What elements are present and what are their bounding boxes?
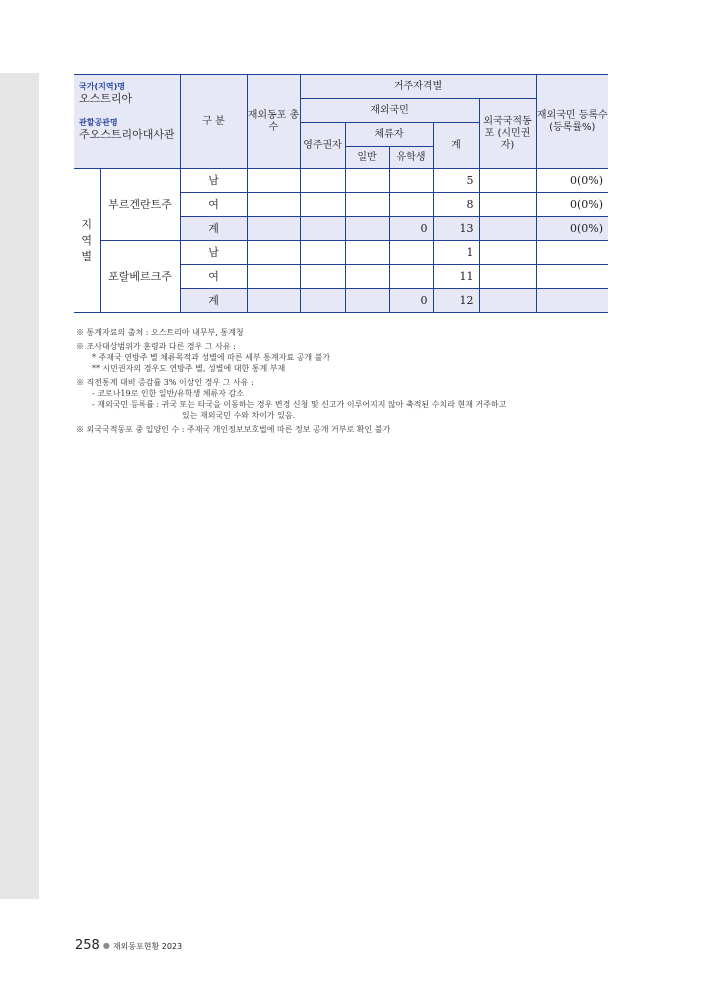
office-label: 관할공관명 (79, 118, 118, 127)
category-header: 구 분 (180, 75, 247, 169)
permanent-cell (300, 241, 345, 265)
office-name: 주오스트리아대사관 (79, 128, 175, 141)
registered-cell: 0(0%) (536, 169, 608, 193)
foreign-cell (479, 289, 536, 313)
permanent-cell (300, 193, 345, 217)
note-scope-item: ** 시민권자의 경우도 연방주 별, 성별에 대한 통계 부재 (92, 364, 286, 373)
general-cell (345, 169, 389, 193)
general-cell (345, 217, 389, 241)
total-cell (247, 241, 300, 265)
general-cell (345, 265, 389, 289)
note-scope-item: * 주재국 연방주 별 체류목적과 성별에 따른 세부 통계자료 공개 불가 (92, 353, 331, 362)
subtotal-cell: 13 (433, 217, 479, 241)
total-cell (247, 265, 300, 289)
permanent-cell (300, 217, 345, 241)
subtotal-cell: 12 (433, 289, 479, 313)
permanent-cell (300, 169, 345, 193)
registered-cell: 0(0%) (536, 193, 608, 217)
page-footer (75, 938, 182, 953)
page-number: 258 (75, 938, 100, 953)
row-label: 남 (180, 169, 247, 193)
region-name: 부르겐란트주 (100, 169, 180, 241)
foreign-cell (479, 241, 536, 265)
student-cell (389, 193, 433, 217)
sojourner-header: 체류자 (345, 123, 433, 147)
total-header: 재외동포 총수 (247, 75, 300, 169)
permanent-cell (300, 289, 345, 313)
student-header: 유학생 (389, 147, 433, 169)
general-cell (345, 193, 389, 217)
note-change: ※ 직전통계 대비 증감률 3% 이상인 경우 그 사유 : (76, 378, 254, 387)
note-change-item: - 재외국민 등록률 : 귀국 또는 타국을 이동하는 경우 변경 신청 및 신고가 이루어지지 않아 축적된 수치라 현재 거주하고 (92, 400, 507, 409)
bullet-icon: ● (102, 941, 110, 950)
total-cell (247, 289, 300, 313)
total-cell (247, 169, 300, 193)
note-scope: ※ 조사대상범위가 훈령과 다른 경우 그 사유 : (76, 342, 236, 351)
student-cell (389, 169, 433, 193)
total-cell (247, 193, 300, 217)
table-corner-cell (74, 75, 180, 169)
subtotal-header: 계 (433, 123, 479, 169)
total-cell (247, 217, 300, 241)
foreign-header: 외국국적동포 (시민권자) (479, 99, 536, 169)
region-axis-label: 지 역 별 (74, 169, 100, 313)
student-cell: 0 (389, 217, 433, 241)
registered-header: 재외국민 등록수 (등록률%) (536, 75, 608, 169)
publication-title: 재외동포현황 2023 (112, 942, 183, 951)
note-adoptees: ※ 외국국적동포 중 입양인 수 : 주재국 개인정보보호법에 따른 정보 공개 거부로 확인 불가 (76, 425, 391, 434)
row-label: 남 (180, 241, 247, 265)
student-cell: 0 (389, 289, 433, 313)
foreign-cell (479, 265, 536, 289)
row-label: 여 (180, 265, 247, 289)
note-source: ※ 통계자료의 출처 : 오스트리아 내무부, 통계청 (76, 328, 244, 337)
table-notes (76, 327, 616, 435)
foreign-cell (479, 169, 536, 193)
registered-cell (536, 241, 608, 265)
subtotal-cell: 1 (433, 241, 479, 265)
row-label: 계 (180, 289, 247, 313)
foreign-cell (479, 217, 536, 241)
nationals-header: 재외국민 (300, 99, 479, 123)
region-name: 포랄베르크주 (100, 241, 180, 313)
row-label: 계 (180, 217, 247, 241)
registered-cell (536, 265, 608, 289)
country-name: 오스트리아 (79, 92, 133, 105)
permanent-header: 영주권자 (300, 123, 345, 169)
note-change-item: - 코로나19로 인한 일반/유학생 체류자 감소 (92, 389, 244, 398)
row-label: 여 (180, 193, 247, 217)
foreign-cell (479, 193, 536, 217)
student-cell (389, 265, 433, 289)
page-margin-band (0, 73, 39, 899)
general-cell (345, 289, 389, 313)
general-cell (345, 241, 389, 265)
residence-header: 거주자격별 (300, 75, 536, 99)
subtotal-cell: 8 (433, 193, 479, 217)
student-cell (389, 241, 433, 265)
general-header: 일반 (345, 147, 389, 169)
registered-cell: 0(0%) (536, 217, 608, 241)
registered-cell (536, 289, 608, 313)
country-label: 국가(지역)명 (79, 82, 125, 91)
statistics-table (74, 74, 608, 313)
note-change-item: 있는 재외국민 수와 차이가 있음. (182, 411, 296, 420)
permanent-cell (300, 265, 345, 289)
subtotal-cell: 5 (433, 169, 479, 193)
subtotal-cell: 11 (433, 265, 479, 289)
